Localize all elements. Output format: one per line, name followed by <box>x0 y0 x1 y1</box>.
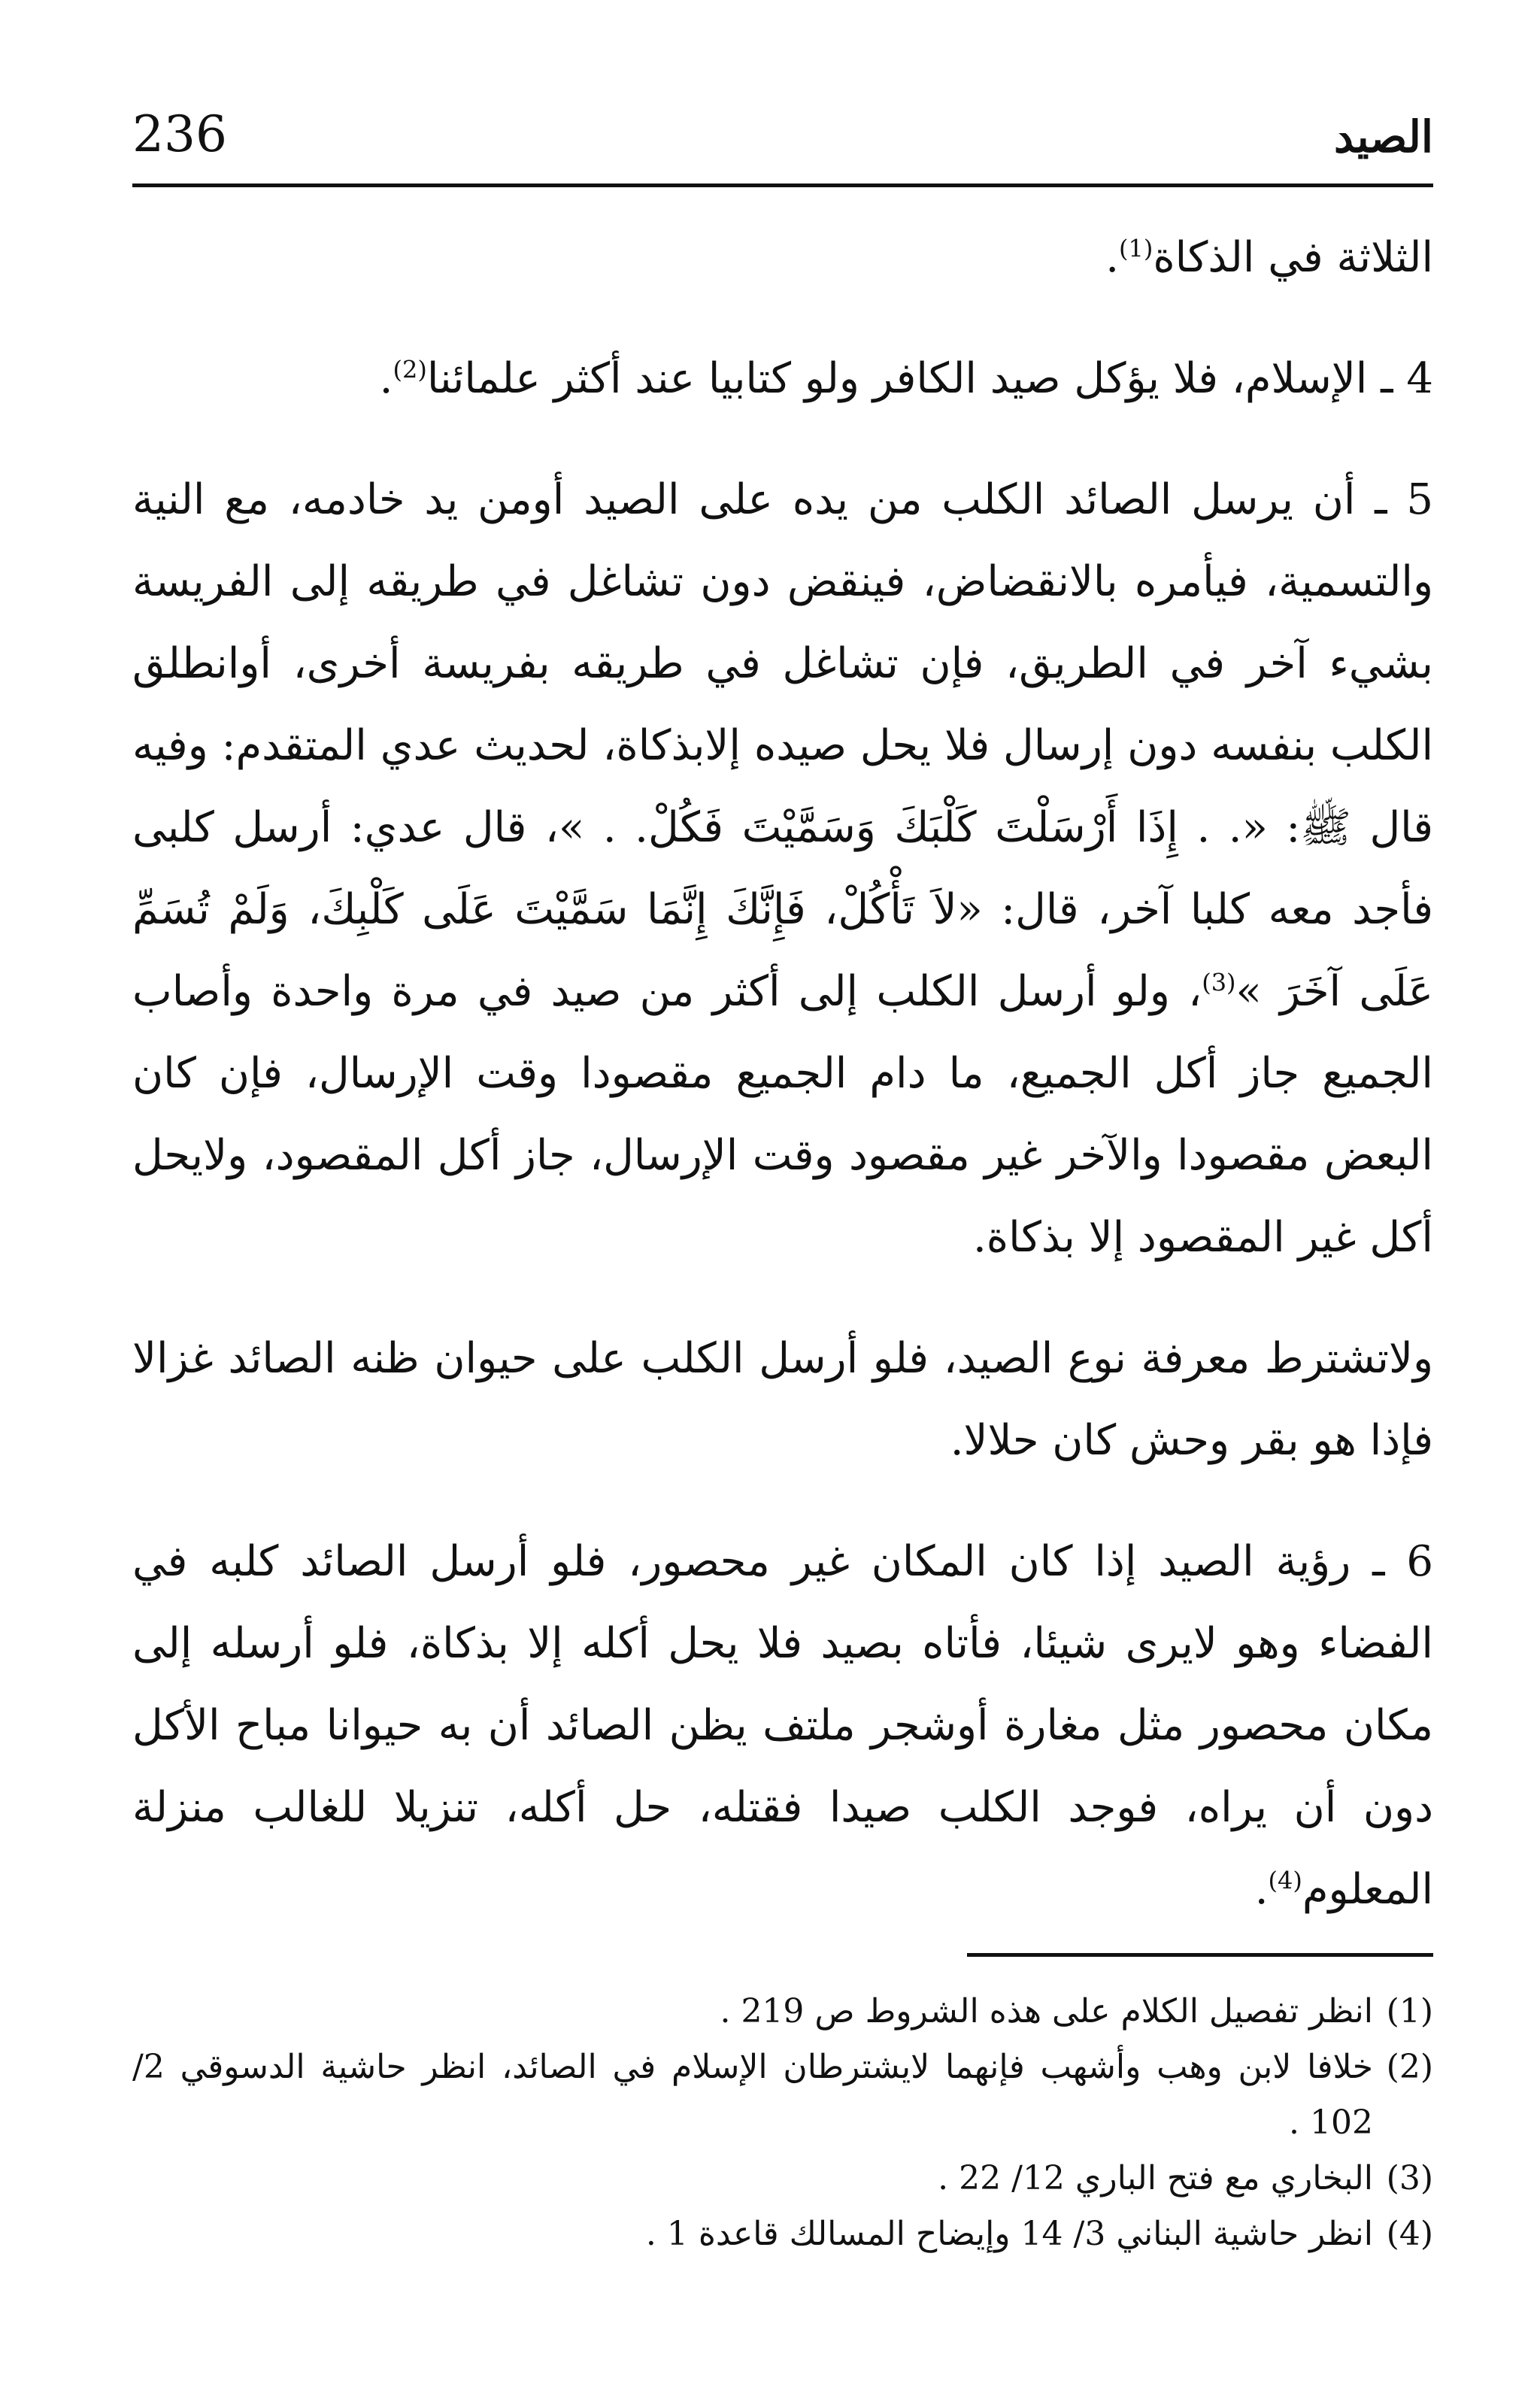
footnote-text: خلافا لابن وهب وأشهب فإنهما لايشترطان الإسلام في الصائد، انظر حاشية الدسوقي 2/ 102 . <box>132 2048 1373 2142</box>
paragraph-species-note: ولاتشترط معرفة نوع الصيد، فلو أرسل الكلب على حيوان ظنه الصائد غزالا فإذا هو بقر وحش كان حلالا. <box>132 1334 1433 1465</box>
footnote-number: (2) <box>1386 2048 1433 2086</box>
footnote-text: انظر حاشية البناني 3/ 14 وإيضاح المسالك قاعدة 1 . <box>645 2215 1373 2253</box>
footnotes <box>132 1984 1433 2262</box>
footnote-number: (4) <box>1386 2215 1433 2253</box>
footnote <box>132 2206 1433 2262</box>
paragraph-condition-5: 5 ـ أن يرسل الصائد الكلب من يده على الصيد أومن يد خادمه، مع النية والتسمية، فيأمره بالانقضاض، فينقض دون تشاغل في طريقه إلى الفريسة بشيء آخر في الطريق، فإن تشاغل في طريقه بفريسة أخرى، أوانطلق الكلب بنفسه دون إرسال فلا يحل صيده إلابذكاة، لحديث عدي المتقدم: وفيه قال ﷺ: «. . إِذَا أَرْسَلْتَ كَلْبَكَ وَسَمَّيْتَ فَكُلْ. . »، قال عدي: أرسل كلبى فأجد معه كلبا آخر، قال: «لاَ تَأْكُلْ، فَإِنَّكَ إِنَّمَا سَمَّيْتَ عَلَى كَلْبِكَ، وَلَمْ تُسَمِّ عَلَى آخَرَ »$^{(3)}$، ولو أرسل الكلب إلى أكثر من صيد في مرة واحدة وأصاب الجميع جاز أكل الجميع، ما دام الجميع مقصودا وقت الإرسال، فإن كان البعض مقصودا والآخر غير مقصود وقت الإرسال، جاز أكل المقصود، ولايحل أكل غير المقصود إلا بذكاة. <box>132 475 1433 1262</box>
footnote-text: البخاري مع فتح الباري 12/ 22 . <box>938 2159 1373 2197</box>
footnote <box>132 2040 1433 2151</box>
footnote-ref[interactable]: (1) <box>1119 234 1153 263</box>
footnote-ref[interactable]: (3) <box>1202 968 1236 997</box>
footnote-number: (3) <box>1386 2159 1433 2197</box>
footnote-text: انظر تفصيل الكلام على هذه الشروط ص 219 . <box>720 1992 1373 2030</box>
footnote-number: (1) <box>1386 1992 1433 2030</box>
page-number: 236 <box>132 105 227 163</box>
paragraph-condition-6: 6 ـ رؤية الصيد إذا كان المكان غير محصور، فلو أرسل الصائد كلبه في الفضاء وهو لايرى شيئا، فأتاه بصيد فلا يحل أكله إلا بذكاة، فلو أرسله إلى مكان محصور مثل مغارة أوشجر ملتف يظن الصائد أن به حيوانا مباح الأكل دون أن يراه، فوجد الكلب صيدا فقتله، حل أكله، تنزيلا للغالب منزلة المعلوم$^{(4)}$. <box>132 1537 1433 1914</box>
main-text <box>132 217 1433 1930</box>
footnote-ref[interactable]: (4) <box>1268 1866 1302 1895</box>
running-title: الصيد <box>1333 111 1433 162</box>
header-divider <box>132 183 1433 187</box>
footnote <box>132 2151 1433 2206</box>
book-page <box>132 105 1433 2262</box>
footnote-divider <box>967 1953 1433 1957</box>
footnote-ref[interactable]: (2) <box>393 355 427 384</box>
page-header <box>132 105 1433 188</box>
paragraph-condition-4: 4 ـ الإسلام، فلا يؤكل صيد الكافر ولو كتابيا عند أكثر علمائنا$^{(2)}$. <box>379 354 1433 403</box>
paragraph-continuation: الثلاثة في الذكاة$^{(1)}$. <box>1105 233 1433 282</box>
footnote <box>132 1984 1433 2040</box>
